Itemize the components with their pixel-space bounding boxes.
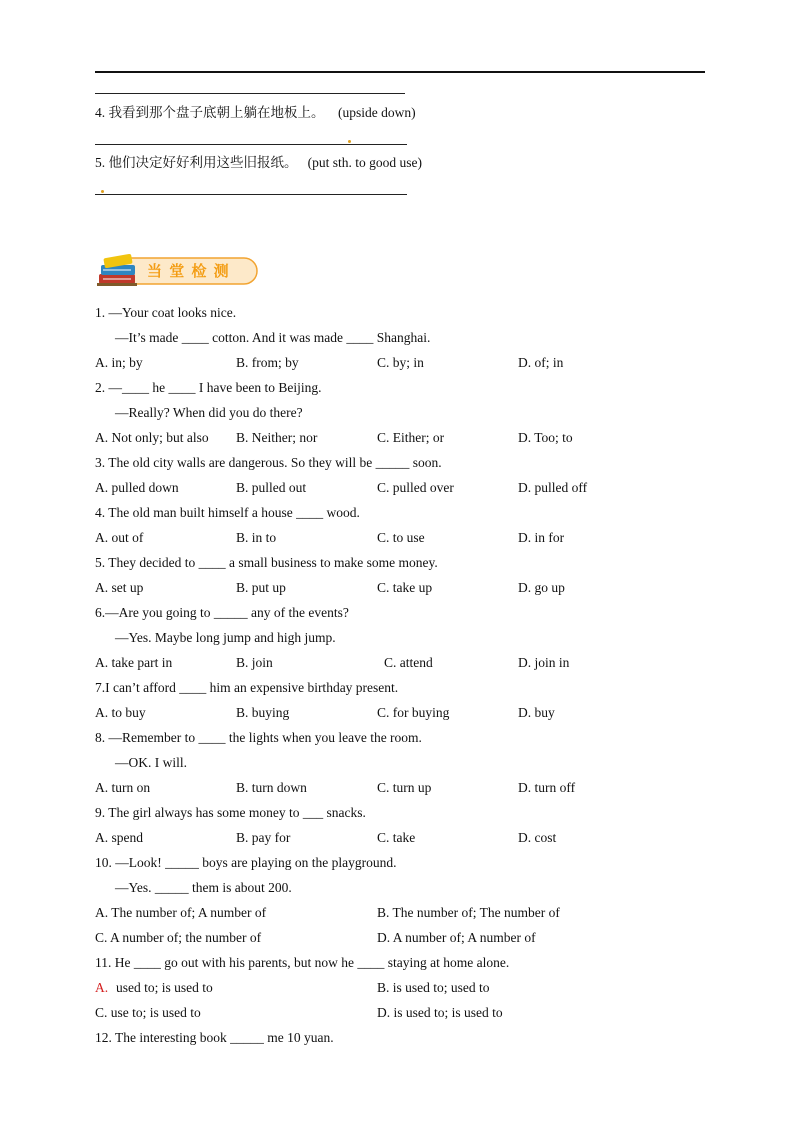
option-c: C. use to; is used to: [95, 1005, 201, 1020]
option-b: B. turn down: [236, 780, 307, 795]
option-d: D. turn off: [518, 780, 576, 795]
option-c: C. for buying: [377, 705, 450, 720]
question-1-reply: —It’s made ____ cotton. And it was made ____ Shanghai.: [115, 330, 431, 345]
option-d: D. cost: [518, 830, 557, 845]
option-c: C. A number of; the number of: [95, 930, 262, 945]
option-b: B. join: [236, 655, 273, 670]
option-d: D. A number of; A number of: [377, 930, 536, 945]
question-6-reply: —Yes. Maybe long jump and high jump.: [115, 630, 336, 645]
option-a: A. pulled down: [95, 480, 179, 495]
option-b: B. in to: [236, 530, 277, 545]
option-a: A. out of: [95, 530, 144, 545]
section-badge: [95, 252, 261, 290]
option-a: used to; is used to: [116, 980, 213, 995]
question-8-reply: —OK. I will.: [115, 755, 187, 770]
option-a: A. Not only; but also: [95, 430, 209, 445]
option-a-letter: A.: [95, 980, 109, 995]
question-7: 7.I can’t afford ____ him an expensive birthday present.: [95, 680, 399, 695]
question-5: 5. They decided to ____ a small business to make some money.: [95, 555, 438, 570]
option-c: C. Either; or: [377, 430, 445, 445]
answer-line: [95, 144, 407, 145]
marker-dot: [348, 140, 351, 143]
question-8: 8. —Remember to ____ the lights when you leave the room.: [95, 730, 422, 745]
option-b: B. pulled out: [236, 480, 307, 495]
option-b: B. pay for: [236, 830, 291, 845]
question-10: 10. —Look! _____ boys are playing on the playground.: [95, 855, 397, 870]
option-b: B. Neither; nor: [236, 430, 318, 445]
option-c: C. attend: [384, 655, 433, 670]
option-b: B. The number of; The number of: [377, 905, 560, 920]
answer-line: [95, 194, 407, 195]
question-3: 3. The old city walls are dangerous. So they will be _____ soon.: [95, 455, 442, 470]
question-1: 1. —Your coat looks nice.: [95, 305, 237, 320]
option-b: B. buying: [236, 705, 290, 720]
question-2: 2. —____ he ____ I have been to Beijing.: [95, 380, 322, 395]
option-c: C. take up: [377, 580, 433, 595]
question-10-reply: —Yes. _____ them is about 200.: [115, 880, 292, 895]
option-a: A. The number of; A number of: [95, 905, 267, 920]
option-a: A. to buy: [95, 705, 146, 720]
option-c: C. pulled over: [377, 480, 454, 495]
answer-line: [95, 93, 405, 94]
option-d: D. buy: [518, 705, 555, 720]
option-d: D. in for: [518, 530, 565, 545]
marker-dot: [101, 190, 104, 193]
option-d: D. join in: [518, 655, 570, 670]
question-6: 6.—Are you going to _____ any of the events?: [95, 605, 349, 620]
top-rule: [95, 71, 705, 73]
option-a: A. take part in: [95, 655, 173, 670]
question-9: 9. The girl always has some money to ___ snacks.: [95, 805, 366, 820]
option-b: B. is used to; used to: [377, 980, 490, 995]
option-d: D. go up: [518, 580, 565, 595]
question-12: 12. The interesting book _____ me 10 yuan.: [95, 1030, 334, 1045]
option-c: C. to use: [377, 530, 425, 545]
question-2-reply: —Really? When did you do there?: [115, 405, 303, 420]
option-d: D. of; in: [518, 355, 564, 370]
option-b: B. from; by: [236, 355, 299, 370]
question-11: 11. He ____ go out with his parents, but now he ____ staying at home alone.: [95, 955, 510, 970]
option-b: B. put up: [236, 580, 286, 595]
section-title: 当 堂 检 测: [147, 262, 230, 280]
question-4: 4. The old man built himself a house ____ wood.: [95, 505, 360, 520]
option-a: A. set up: [95, 580, 144, 595]
option-a: A. spend: [95, 830, 143, 845]
translation-item-4: 4. 我看到那个盘子底朝上躺在地板上。 (upside down): [95, 105, 416, 120]
option-a: A. turn on: [95, 780, 151, 795]
option-a: A. in; by: [95, 355, 143, 370]
option-d: D. Too; to: [518, 430, 573, 445]
option-c: C. turn up: [377, 780, 432, 795]
option-d: D. is used to; is used to: [377, 1005, 503, 1020]
option-c: C. by; in: [377, 355, 424, 370]
translation-item-5: 5. 他们决定好好利用这些旧报纸。 (put sth. to good use): [95, 155, 422, 170]
option-c: C. take: [377, 830, 416, 845]
option-d: D. pulled off: [518, 480, 588, 495]
